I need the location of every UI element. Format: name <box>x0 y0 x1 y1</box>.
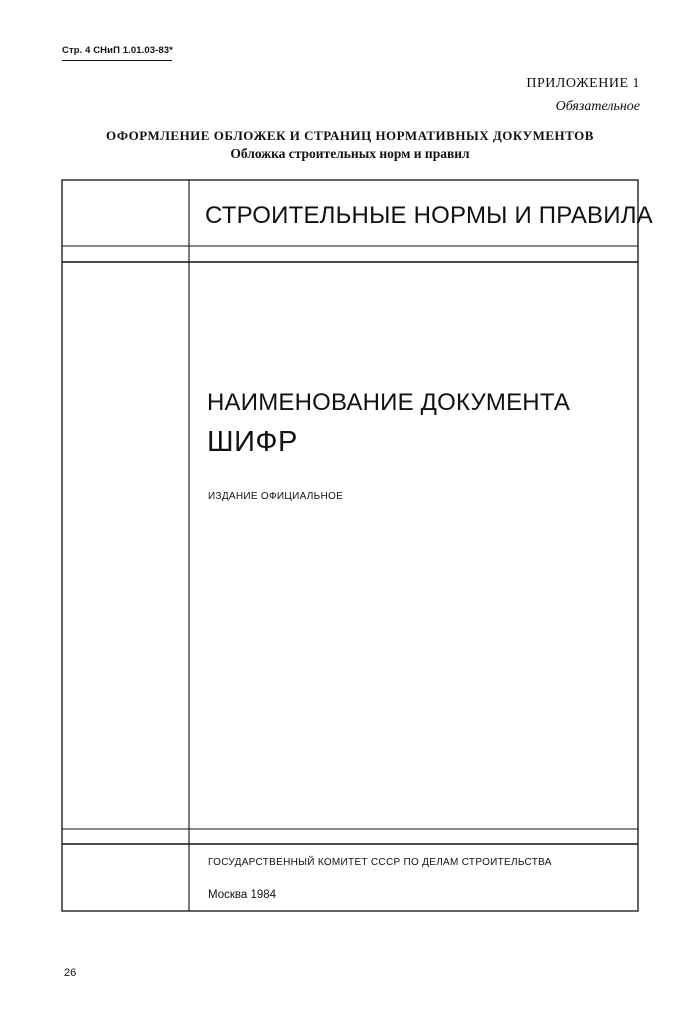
cover-outer-border <box>62 180 638 911</box>
cover-code: ШИФР <box>207 426 298 458</box>
section-title: ОФОРМЛЕНИЕ ОБЛОЖЕК И СТРАНИЦ НОРМАТИВНЫХ ДОКУМЕНТОВ <box>106 128 594 143</box>
cover-edition: ИЗДАНИЕ ОФИЦИАЛЬНОЕ <box>208 491 344 502</box>
section-subtitle: Обложка строительных норм и правил <box>230 146 470 161</box>
cover-document-name: НАИМЕНОВАНИЕ ДОКУМЕНТА <box>207 389 571 416</box>
cover-series-title: СТРОИТЕЛЬНЫЕ НОРМЫ И ПРАВИЛА <box>205 202 653 229</box>
cover-city-year: Москва 1984 <box>208 889 277 901</box>
page-number: 26 <box>64 967 77 979</box>
cover-publisher: ГОСУДАРСТВЕННЫЙ КОМИТЕТ СССР ПО ДЕЛАМ СТРОИТЕЛЬСТВА <box>208 857 552 868</box>
appendix-label: ПРИЛОЖЕНИЕ 1 <box>526 76 640 91</box>
page-header: Стр. 4 СНиП 1.01.03-83* <box>62 45 173 56</box>
appendix-status: Обязательное <box>555 99 640 114</box>
